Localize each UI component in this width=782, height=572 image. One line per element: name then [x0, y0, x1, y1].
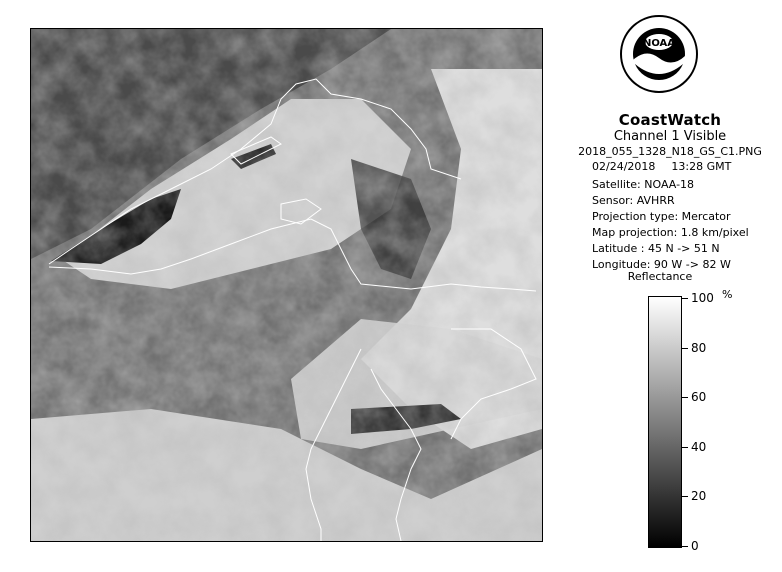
- colorbar-unit: %: [722, 288, 733, 301]
- colorbar-tick: [682, 397, 688, 398]
- colorbar-tick-label: 80: [691, 340, 707, 355]
- colorbar-tick-label: 60: [691, 390, 707, 405]
- colorbar-tick: [682, 496, 688, 497]
- colorbar: [648, 296, 682, 548]
- colorbar-tick-label: 20: [691, 489, 707, 504]
- colorbar-tick-label: 0: [691, 539, 699, 553]
- satellite-label: Satellite: NOAA-18: [592, 178, 695, 191]
- noaa-logo: [619, 14, 699, 106]
- acquisition-date: 02/24/2018: [592, 160, 656, 173]
- colorbar-tick: [682, 546, 688, 547]
- svg-text:NOAA: NOAA: [642, 38, 676, 49]
- acquisition-time: 13:28 GMT: [671, 160, 732, 173]
- colorbar-tick-label: 40: [691, 439, 707, 454]
- map-projection-label: Map projection: 1.8 km/pixel: [592, 226, 749, 239]
- projection-type-label: Projection type: Mercator: [592, 210, 731, 223]
- colorbar-tick: [682, 447, 688, 448]
- longitude-label: Longitude: 90 W -> 82 W: [592, 258, 731, 271]
- sensor-label: Sensor: AVHRR: [592, 194, 675, 207]
- acquisition-datetime: [592, 160, 747, 173]
- satellite-imagery-svg: [31, 29, 542, 541]
- colorbar-tick-label: 100: [691, 291, 714, 305]
- channel-label: Channel 1 Visible: [613, 129, 727, 144]
- file-name: 2018_055_1328_N18_GS_C1.PNG: [578, 145, 762, 158]
- brand-title: CoastWatch: [618, 111, 722, 129]
- colorbar-tick: [682, 348, 688, 349]
- colorbar-tick: [682, 298, 688, 299]
- colorbar-title: Reflectance: [627, 270, 693, 283]
- latitude-label: Latitude : 45 N -> 51 N: [592, 242, 720, 255]
- satellite-image: [30, 28, 543, 542]
